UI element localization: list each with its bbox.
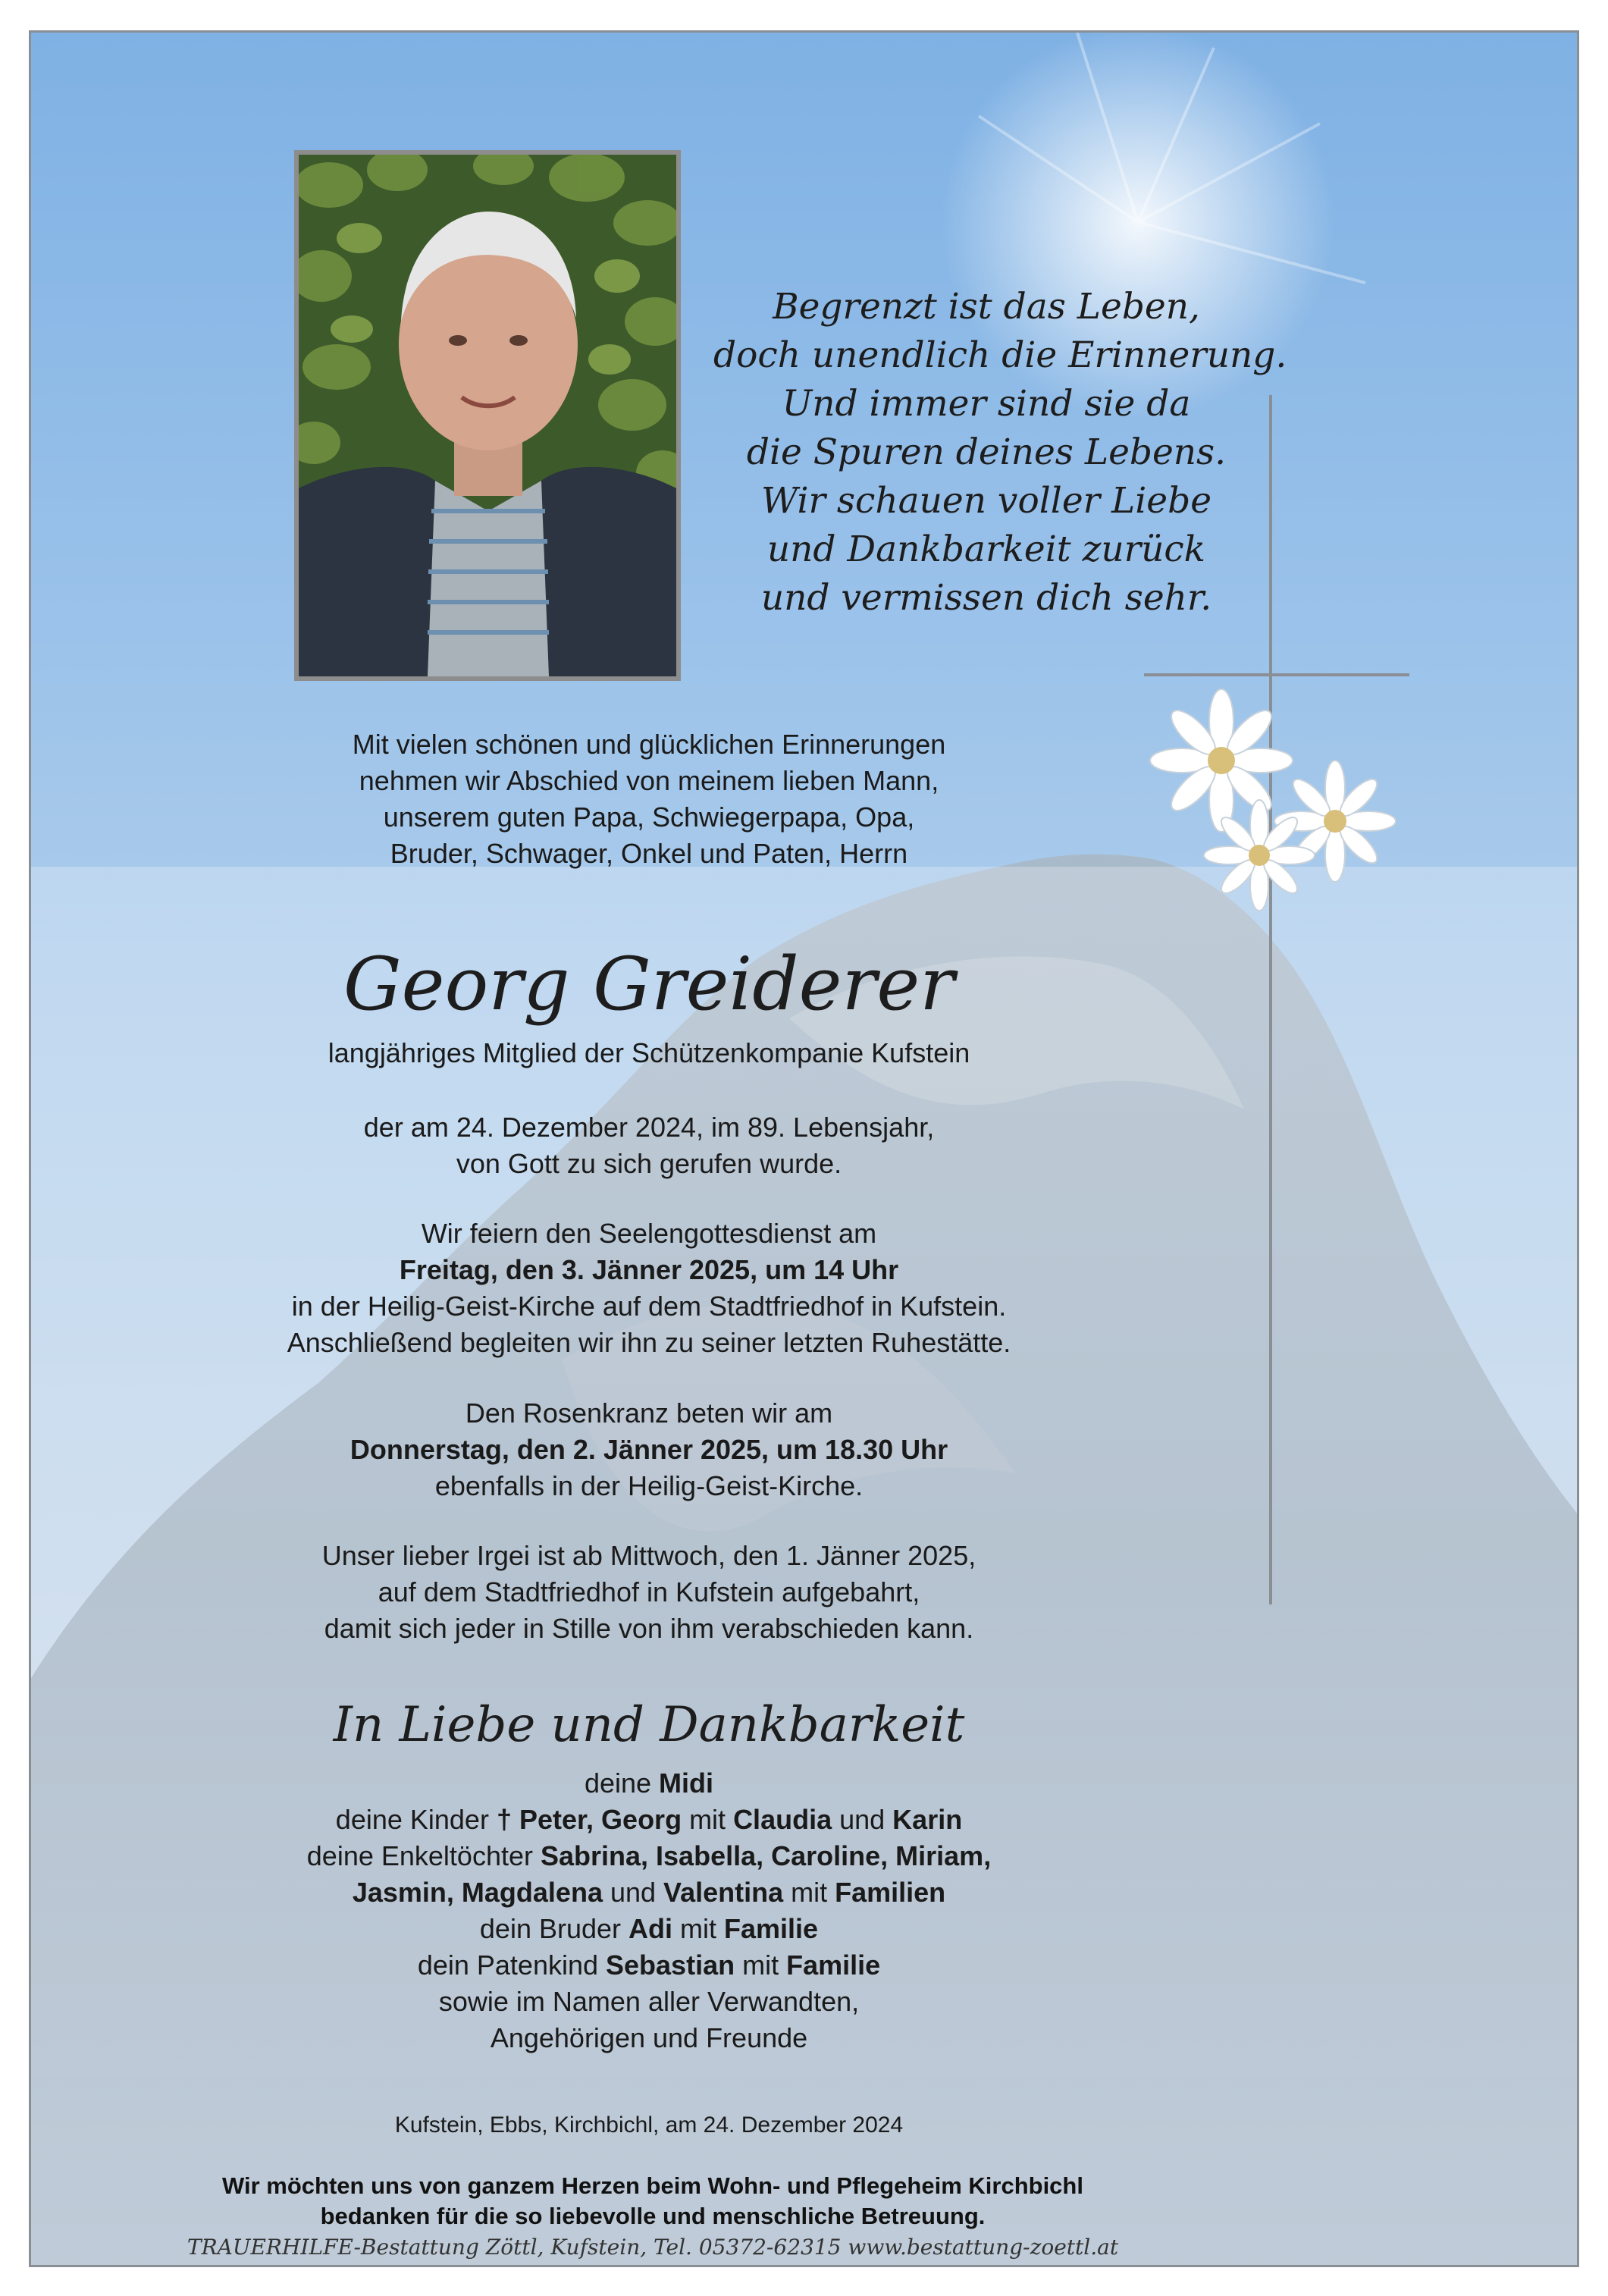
poem-line: und vermissen dich sehr. <box>760 577 1212 619</box>
intro-line: Mit vielen schönen und glücklichen Erinnerungen <box>352 729 946 760</box>
obituary-card <box>29 30 1579 2267</box>
mourner-line: dein Patenkind Sebastian mit Familie <box>417 1949 881 1981</box>
rosary-info <box>198 1395 1100 1504</box>
rosary-intro: Den Rosenkranz beten wir am <box>465 1397 833 1429</box>
service-info <box>198 1215 1100 1361</box>
affiliation-line: langjähriges Mitglied der Schützenkompanie Kufstein <box>328 1037 970 1068</box>
intro-text <box>198 726 1100 872</box>
deceased-name: Georg Greiderer <box>343 942 955 1027</box>
service-place: in der Heilig-Geist-Kirche auf dem Stadtfriedhof in Kufstein. <box>291 1291 1007 1322</box>
mourner-line: sowie im Namen aller Verwandten, <box>438 1986 860 2017</box>
poem-line: Begrenzt ist das Leben, <box>773 286 1200 328</box>
viewing-info <box>198 1538 1100 1647</box>
service-date: Freitag, den 3. Jänner 2025, um 14 Uhr <box>399 1254 899 1285</box>
mourner-line: deine Enkeltöchter Sabrina, Isabella, Caroline, Miriam, <box>306 1840 992 1871</box>
rosary-date: Donnerstag, den 2. Jänner 2025, um 18.30 Uhr <box>349 1434 948 1465</box>
thanks-line: Wir möchten uns von ganzem Herzen beim Wohn- und Pflegeheim Kirchbichl <box>222 2172 1083 2199</box>
poem-line: Und immer sind sie da <box>782 383 1191 425</box>
death-line: von Gott zu sich gerufen wurde. <box>456 1148 842 1179</box>
poem-line: und Dankbarkeit zurück <box>766 529 1206 570</box>
death-line: der am 24. Dezember 2024, im 89. Lebensjahr, <box>363 1112 935 1143</box>
closing-heading: In Liebe und Dankbarkeit <box>333 1697 965 1753</box>
poem <box>713 283 1287 623</box>
mourners-list <box>198 1765 1100 2056</box>
portrait-photo <box>294 150 681 681</box>
poem-line: Wir schauen voller Liebe <box>760 480 1212 522</box>
affiliation <box>198 1035 1100 1071</box>
mourner-line: Jasmin, Magdalena und Valentina mit Familien <box>352 1877 946 1908</box>
intro-line: Bruder, Schwager, Onkel und Paten, Herrn <box>390 838 908 869</box>
viewing-line: damit sich jeder in Stille von ihm verabschieden kann. <box>324 1613 974 1644</box>
mourner-line: deine Kinder † Peter, Georg mit Claudia und Karin <box>335 1804 963 1835</box>
mourner-line: dein Bruder Adi mit Familie <box>479 1913 819 1944</box>
intro-line: unserem guten Papa, Schwiegerpapa, Opa, <box>383 801 915 833</box>
poem-line: die Spuren deines Lebens. <box>746 431 1227 473</box>
thanks-line: bedanken für die so liebevolle und menschliche Betreuung. <box>320 2203 986 2229</box>
poem-line: doch unendlich die Erinnerung. <box>713 334 1287 376</box>
mourner-line: Angehörigen und Freunde <box>490 2022 808 2053</box>
mourner-line: deine Midi <box>584 1767 714 1799</box>
thanks-note <box>122 2171 1183 2232</box>
service-after: Anschließend begleiten wir ihn zu seiner letzten Ruhestätte. <box>287 1327 1011 1358</box>
rosary-place: ebenfalls in der Heilig-Geist-Kirche. <box>434 1470 864 1501</box>
undertaker-footer: TRAUERHILFE-Bestattung Zöttl, Kufstein, Tel. 05372-62315 www.bestattung-zoettl.at <box>187 2235 1119 2260</box>
place-and-date: Kufstein, Ebbs, Kirchbichl, am 24. Dezember 2024 <box>394 2113 904 2138</box>
service-intro: Wir feiern den Seelengottesdienst am <box>421 1218 877 1249</box>
intro-line: nehmen wir Abschied von meinem lieben Mann, <box>359 765 939 796</box>
viewing-line: Unser lieber Irgei ist ab Mittwoch, den 1. Jänner 2025, <box>321 1540 976 1571</box>
death-notice <box>198 1109 1100 1182</box>
viewing-line: auf dem Stadtfriedhof in Kufstein aufgebahrt, <box>378 1576 920 1608</box>
